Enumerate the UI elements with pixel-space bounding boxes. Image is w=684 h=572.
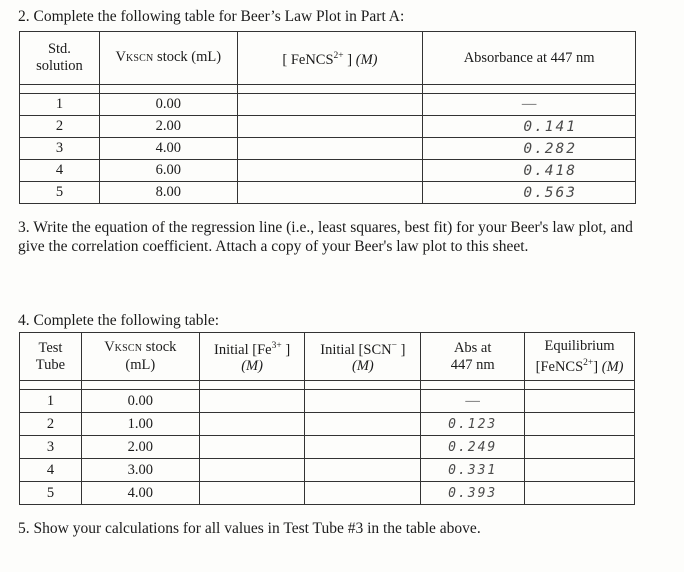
conc-header-bracket: ] bbox=[343, 51, 356, 68]
table-row bbox=[20, 436, 635, 459]
std-number: 3 bbox=[20, 138, 100, 160]
equilibrium-cell[interactable] bbox=[525, 482, 635, 505]
equilibrium-cell[interactable] bbox=[525, 413, 635, 436]
eq-header-bracket: ] bbox=[593, 358, 602, 375]
abs-header-line2: 447 nm bbox=[450, 356, 495, 373]
fe-header-text: Initial [Fe bbox=[213, 341, 272, 358]
initial-scn-cell[interactable] bbox=[305, 413, 421, 436]
volume-value: 0.00 bbox=[99, 94, 237, 116]
absorbance-header: Absorbance at 447 nm bbox=[423, 32, 636, 85]
volume-symbol: V bbox=[104, 339, 115, 355]
volume-value: 3.00 bbox=[81, 459, 199, 482]
q4-heading: 4. Complete the following table: bbox=[18, 312, 220, 329]
volume-value: 2.00 bbox=[99, 116, 237, 138]
table-row bbox=[20, 182, 636, 204]
std-number: 5 bbox=[20, 182, 100, 204]
tube-number: 3 bbox=[20, 436, 82, 459]
initial-scn-cell[interactable] bbox=[305, 482, 421, 505]
volume-header-unit: (mL) bbox=[125, 357, 156, 373]
eq-header-species: [FeNCS bbox=[535, 358, 584, 375]
volume-value: 4.00 bbox=[99, 138, 237, 160]
volume-value: 6.00 bbox=[99, 160, 237, 182]
eq-header-charge: 2+ bbox=[583, 357, 594, 368]
equilibrium-table bbox=[19, 332, 635, 505]
absorbance-cell[interactable]: 0.282 bbox=[423, 138, 636, 160]
volume-value: 1.00 bbox=[81, 413, 199, 436]
table-row bbox=[20, 138, 636, 160]
initial-fe-cell[interactable] bbox=[199, 459, 305, 482]
std-number: 2 bbox=[20, 116, 100, 138]
concentration-cell[interactable] bbox=[237, 160, 423, 182]
equilibrium-header bbox=[525, 333, 635, 381]
volume-header-text: stock bbox=[142, 339, 177, 355]
volume-header bbox=[81, 333, 199, 381]
fe-header-charge: 3+ bbox=[271, 340, 282, 351]
concentration-header bbox=[237, 32, 423, 85]
volume-symbol: V bbox=[115, 49, 126, 65]
initial-scn-cell[interactable] bbox=[305, 459, 421, 482]
abs-header-line1: Abs at bbox=[453, 339, 492, 356]
spacer-row bbox=[20, 85, 636, 94]
eq-header-line1: Equilibrium bbox=[544, 337, 615, 354]
tube-number: 1 bbox=[20, 390, 82, 413]
table-row bbox=[20, 482, 635, 505]
table-row bbox=[20, 160, 636, 182]
fe-header-bracket: ] bbox=[281, 341, 291, 358]
table-row bbox=[20, 459, 635, 482]
absorbance-cell[interactable]: 0.418 bbox=[423, 160, 636, 182]
beers-law-table bbox=[19, 31, 636, 204]
header-row bbox=[20, 333, 635, 381]
eq-header-unit: (M) bbox=[601, 358, 624, 375]
abs-header bbox=[421, 333, 525, 381]
volume-header bbox=[99, 32, 237, 85]
std-solution-header bbox=[20, 32, 100, 85]
concentration-cell[interactable] bbox=[237, 138, 423, 160]
concentration-cell[interactable] bbox=[237, 116, 423, 138]
tube-header-line2: Tube bbox=[35, 356, 66, 373]
initial-scn-cell[interactable] bbox=[305, 436, 421, 459]
conc-header-unit: (M) bbox=[355, 51, 378, 68]
scn-header-bracket: ] bbox=[396, 341, 406, 358]
initial-fe-cell[interactable] bbox=[199, 482, 305, 505]
volume-header-text: stock (mL) bbox=[153, 49, 222, 65]
conc-header-species: [ FeNCS bbox=[282, 51, 334, 68]
scn-header-text: Initial [SCN bbox=[320, 341, 392, 358]
tube-header-line1: Test bbox=[38, 339, 63, 356]
volume-value: 0.00 bbox=[81, 390, 199, 413]
table-row bbox=[20, 116, 636, 138]
initial-fe-header bbox=[199, 333, 305, 381]
initial-fe-cell[interactable] bbox=[199, 436, 305, 459]
q2-heading: 2. Complete the following table for Beer’s Law Plot in Part A: bbox=[18, 8, 405, 25]
initial-scn-header bbox=[305, 333, 421, 381]
volume-value: 4.00 bbox=[81, 482, 199, 505]
initial-fe-cell[interactable] bbox=[199, 390, 305, 413]
std-number: 4 bbox=[20, 160, 100, 182]
q5-prompt: 5. Show your calculations for all values in Test Tube #3 in the table above. bbox=[18, 520, 481, 537]
header-row bbox=[20, 32, 636, 85]
absorbance-cell[interactable]: 0.141 bbox=[423, 116, 636, 138]
table-row bbox=[20, 390, 635, 413]
scn-header-charge: − bbox=[391, 340, 397, 351]
std-header-line2: solution bbox=[36, 58, 83, 74]
table-row bbox=[20, 413, 635, 436]
volume-value: 8.00 bbox=[99, 182, 237, 204]
scn-header-unit: (M) bbox=[351, 358, 374, 375]
equilibrium-cell[interactable] bbox=[525, 436, 635, 459]
table-row bbox=[20, 94, 636, 116]
tube-number: 2 bbox=[20, 413, 82, 436]
volume-value: 2.00 bbox=[81, 436, 199, 459]
std-number: 1 bbox=[20, 94, 100, 116]
equilibrium-cell[interactable] bbox=[525, 390, 635, 413]
volume-subscript: KSCN bbox=[125, 53, 154, 64]
concentration-cell[interactable] bbox=[237, 182, 423, 204]
tube-number: 5 bbox=[20, 482, 82, 505]
std-header-line1: Std. bbox=[47, 41, 71, 57]
abs-cell[interactable]: 0.331 bbox=[421, 459, 525, 482]
absorbance-cell[interactable]: — bbox=[423, 94, 636, 116]
test-tube-header bbox=[20, 333, 82, 381]
equilibrium-cell[interactable] bbox=[525, 459, 635, 482]
conc-header-charge: 2+ bbox=[333, 50, 344, 61]
concentration-cell[interactable] bbox=[237, 94, 423, 116]
fe-header-unit: (M) bbox=[241, 358, 263, 375]
initial-fe-cell[interactable] bbox=[199, 413, 305, 436]
abs-cell[interactable]: — bbox=[421, 390, 525, 413]
q3-prompt: 3. Write the equation of the regression line (i.e., least squares, best fit) for your Beer's law plot, and give the correlation coefficient. Attach a copy of your Beer's law plot to this sheet. bbox=[18, 219, 633, 255]
tube-number: 4 bbox=[20, 459, 82, 482]
abs-cell[interactable]: 0.123 bbox=[421, 413, 525, 436]
abs-cell[interactable]: 0.249 bbox=[421, 436, 525, 459]
volume-subscript: KSCN bbox=[114, 343, 143, 354]
absorbance-cell[interactable]: 0.563 bbox=[423, 182, 636, 204]
spacer-row bbox=[20, 381, 635, 390]
abs-cell[interactable]: 0.393 bbox=[421, 482, 525, 505]
initial-scn-cell[interactable] bbox=[305, 390, 421, 413]
